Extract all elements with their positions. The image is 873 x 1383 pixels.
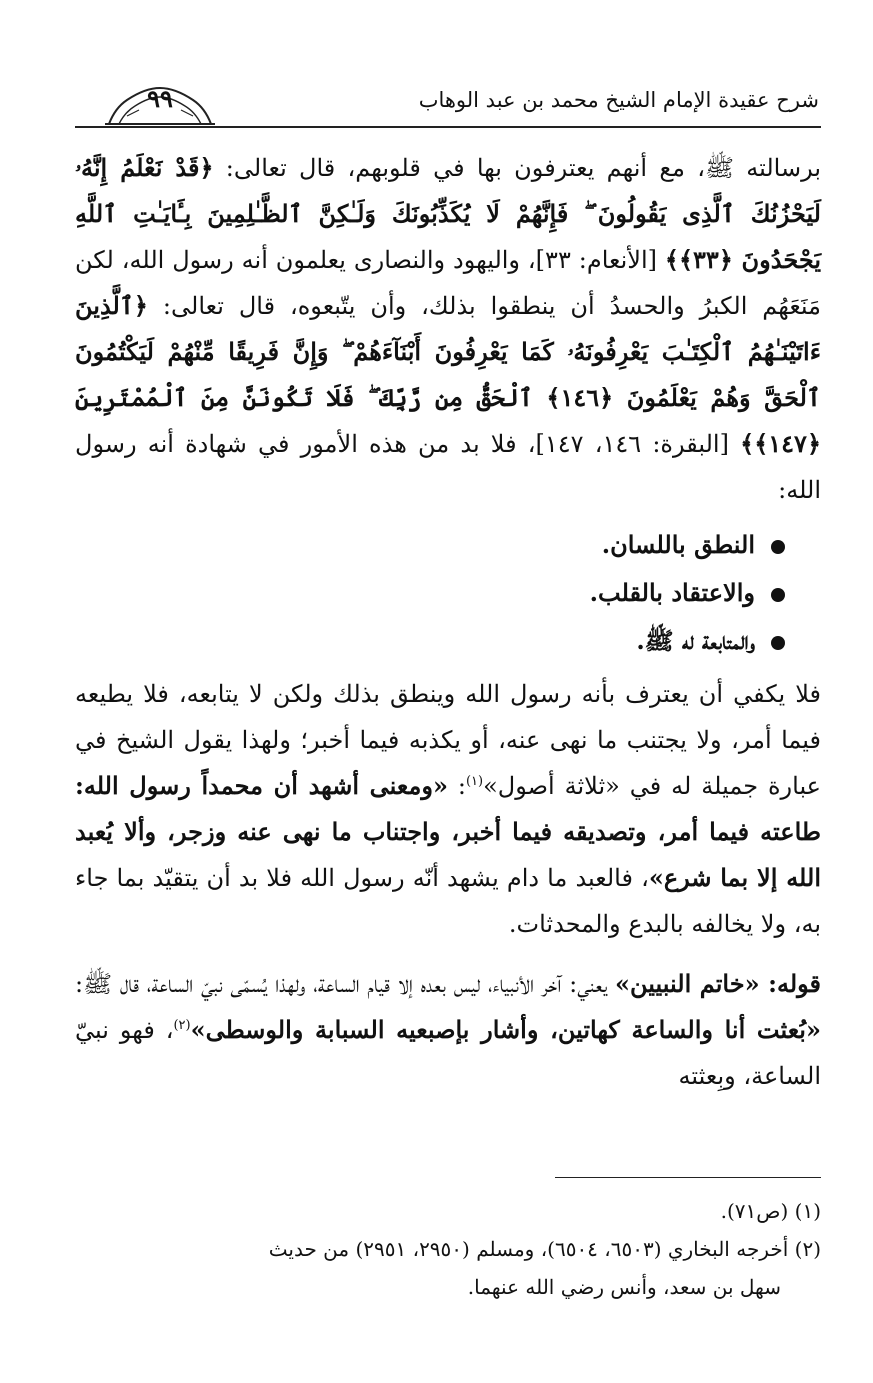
paragraph-3 (75, 961, 821, 1099)
bold-quote: «ومعنى أشهد أن محمداً رسول الله: طاعته فيما أمر، وتصديقه فيما أخبر، واجتناب ما نهى عنه وزجر، وألا يُعبد الله إلا بما شرع» (75, 771, 821, 892)
paragraph-1 (75, 145, 821, 513)
bullet-icon (771, 636, 785, 650)
text-run: : (447, 772, 466, 800)
main-text (75, 145, 821, 1099)
footnote-text: (ص٧١). (720, 1199, 789, 1223)
quran-verse: ﴿قَدْ نَعْلَمُ إِنَّهُۥ لَيَحْزُنُكَ ٱلَّذِى يَقُولُونَ ۖ فَإِنَّهُمْ لَا يُكَذِّبُونَكَ وَلَـٰكِنَّ ٱلظَّـٰلِمِينَ بِـَٔايَـٰتِ ٱللَّهِ يَجْحَدُونَ ﴿٣٣﴾﴾ (75, 153, 821, 274)
text-run: [الأنعام: ٣٣]، واليهود والنصارى يعلمون أنه رسول الله، لكن مَنَعَهُم الكبرُ والحسدُ أن ينطقوا بذلك، وأن يتّبعوه، قال تعالى: (75, 246, 822, 320)
quoted-term: «خاتم النبيين» (615, 969, 760, 998)
paragraph-2 (75, 671, 821, 947)
list-item (75, 521, 785, 569)
list-item-text: والاعتقاد بالقلب. (589, 578, 755, 607)
text-run: يعني: آخر الأنبياء، ليس بعده إلا قيام الساعة، ولهذا يُسمّى نبيّ الساعة، قال ﷺ: (75, 970, 616, 998)
bullet-icon (771, 540, 785, 554)
bullet-icon (771, 588, 785, 602)
footnote-ref[interactable]: (٢) (173, 1018, 191, 1033)
text-run: فلا يكفي أن يعترف بأنه رسول الله وينطق بذلك ولكن لا يتابعه، فلا يطيعه فيما أمر، ولا يجتنب ما نهى عنه، أو يكذبه فيما أخبر؛ ولهذا يقول الشيخ في عبارة جميلة له في «ثلاثة أصول» (75, 680, 822, 800)
book-page (75, 70, 821, 1360)
footnote-divider (555, 1177, 821, 1178)
list-item-text: النطق باللسان. (601, 530, 755, 559)
footnotes (75, 1192, 821, 1306)
footnote-2-continuation: سهل بن سعد، وأنس رضي الله عنهما. (467, 1275, 781, 1299)
page-header (75, 70, 821, 128)
list-item (75, 569, 785, 617)
text-run: [البقرة: ١٤٦، ١٤٧]، فلا بد من هذه الأمور في شهادة أنه رسول الله: (75, 430, 821, 504)
running-title: شرح عقيدة الإمام الشيخ محمد بن عبد الوهاب (418, 88, 819, 112)
footnote-text: أخرجه البخاري (٦٥٠٣، ٦٥٠٤)، ومسلم (٢٩٥٠، ٢٩٥١) من حديث (268, 1237, 789, 1261)
bullet-list (75, 521, 821, 665)
list-item (75, 617, 785, 665)
list-item-text: والمتابعة له ﷺ. (636, 626, 755, 655)
footnote-marker: (٢) (794, 1237, 821, 1261)
footnote-2 (75, 1230, 821, 1268)
quran-verse: ﴿ٱلَّذِينَ ءَاتَيْنَـٰهُمُ ٱلْكِتَـٰبَ يَعْرِفُونَهُۥ كَمَا يَعْرِفُونَ أَبْنَآءَهُمْ ۖ وَإِنَّ فَرِيقًا مِّنْهُمْ لَيَكْتُمُونَ ٱلْحَقَّ وَهُمْ يَعْلَمُونَ ﴿١٤٦﴾ ٱلْحَقُّ مِن رَّبِّكَ ۖ فَلَا تَكُونَنَّ مِنَ ٱلْمُمْتَرِينَ ﴿١٤٧﴾﴾ (75, 291, 821, 458)
text-run: ، فالعبد ما دام يشهد أنّه رسول الله فلا بد أن يتقيّد بما جاء به، ولا يخالفه بالبدع والمحدثات. (75, 864, 821, 938)
bold-hadith: «بُعثت أنا والساعة كهاتين، وأشار بإصبعيه السبابة والوسطى» (190, 1015, 821, 1044)
text-run: برسالته ﷺ، مع أنهم يعترفون بها في قلوبهم، قال تعالى: (213, 154, 822, 182)
footnote-marker: (١) (794, 1199, 821, 1223)
text-run: ، فهو نبيّ الساعة، وبِعثته (75, 1016, 821, 1090)
page-number: ٩٩ (147, 84, 173, 113)
page-number-ornament (105, 70, 215, 126)
footnote-1 (75, 1192, 821, 1230)
label-qawluhu: قوله: (759, 969, 822, 998)
footnote-ref[interactable]: (١) (465, 774, 484, 789)
